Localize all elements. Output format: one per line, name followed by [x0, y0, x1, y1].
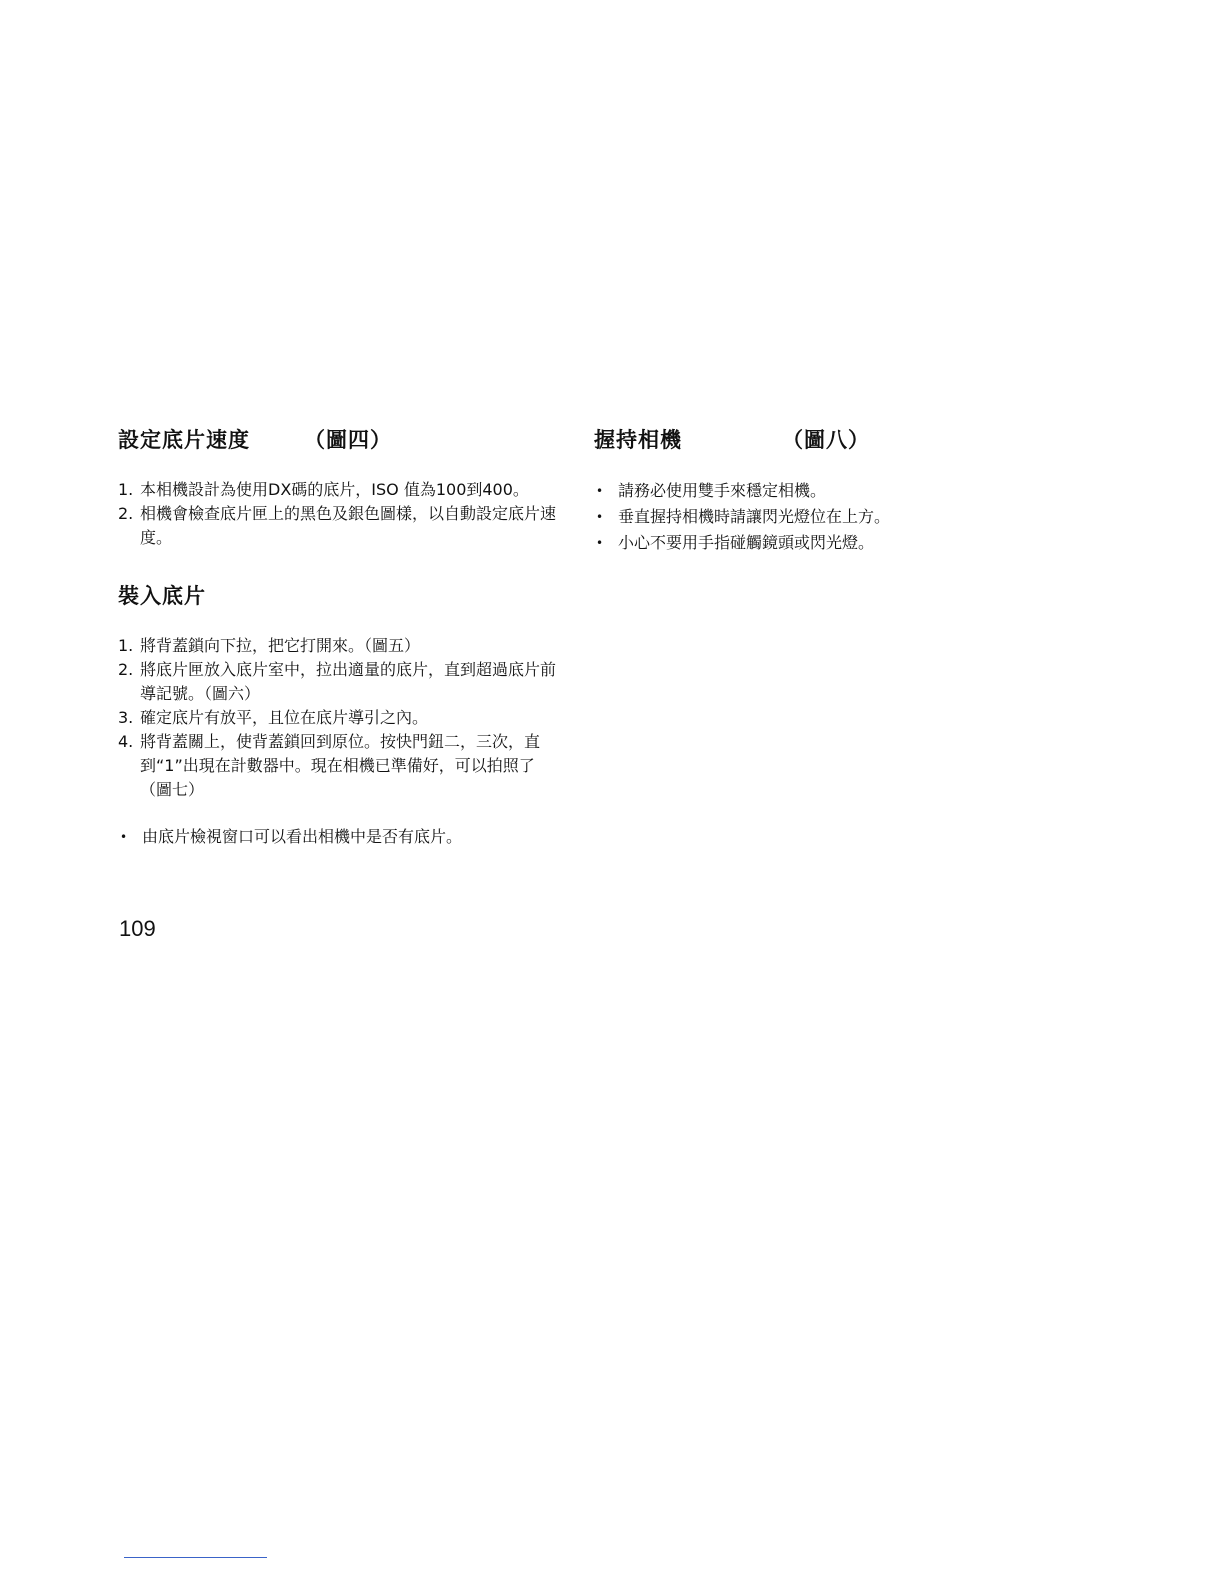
- step-number: 3.: [118, 708, 134, 727]
- step-text: 將底片匣放入底片室中，拉出適量的底片，直到超過底片前導記號。（圖六）: [140, 660, 557, 703]
- step-text: 本相機設計為使用DX碼的底片，ISO 值為100到400。: [140, 480, 529, 499]
- list-item: [594, 478, 1014, 504]
- step-text: 將背蓋關上，使背蓋鎖回到原位。按快門鈕二，三次，直到“1”出現在計數器中。現在相機已準備好，可以拍照了 （圖七）: [140, 732, 551, 799]
- section-heading-film-speed: [118, 424, 558, 458]
- section-gap: [118, 550, 558, 580]
- step-number: 1.: [118, 636, 134, 655]
- loading-film-steps: [118, 634, 558, 802]
- footer-rule: [124, 1557, 267, 1558]
- list-item: [118, 634, 558, 658]
- bullet-text: 由底片檢視窗口可以看出相機中是否有底片。: [142, 827, 463, 846]
- bullet-icon: •: [596, 536, 604, 550]
- list-item: [118, 478, 558, 502]
- step-number: 4.: [118, 732, 134, 751]
- step-text: 將背蓋鎖向下拉，把它打開來。（圖五）: [140, 636, 421, 655]
- step-text: 確定底片有放平，且位在底片導引之內。: [140, 708, 429, 727]
- left-column: [118, 424, 558, 850]
- loading-film-note: [118, 824, 558, 850]
- bullet-text: 垂直握持相機時請讓閃光燈位在上方。: [618, 507, 891, 526]
- list-item: [118, 730, 558, 802]
- step-number: 2.: [118, 504, 134, 523]
- section-title: 裝入底片: [118, 584, 206, 608]
- list-item: [594, 504, 1014, 530]
- list-item: [118, 824, 558, 850]
- list-item: [118, 706, 558, 730]
- step-number: 1.: [118, 480, 134, 499]
- page-number: 109: [119, 916, 156, 941]
- figure-reference: （圖四）: [304, 428, 392, 452]
- right-column: [594, 424, 1014, 556]
- bullet-text: 請務必使用雙手來穩定相機。: [618, 481, 827, 500]
- list-item: [118, 658, 558, 706]
- section-title: 握持相機: [594, 428, 682, 452]
- figure-reference: （圖八）: [782, 428, 870, 452]
- step-number: 2.: [118, 660, 134, 679]
- bullet-icon: •: [596, 484, 604, 498]
- section-heading-loading-film: [118, 580, 558, 614]
- bullet-text: 小心不要用手指碰觸鏡頭或閃光燈。: [618, 533, 875, 552]
- holding-camera-tips: [594, 478, 1014, 556]
- film-speed-steps: [118, 478, 558, 550]
- section-title: 設定底片速度: [118, 428, 250, 452]
- list-item: [118, 502, 558, 550]
- bullet-icon: •: [596, 510, 604, 524]
- list-item: [594, 530, 1014, 556]
- section-heading-holding-camera: [594, 424, 1014, 458]
- bullet-icon: •: [120, 830, 128, 844]
- step-text: 相機會檢查底片匣上的黑色及銀色圖樣，以自動設定底片速度。: [140, 504, 557, 547]
- section-gap: [118, 802, 558, 824]
